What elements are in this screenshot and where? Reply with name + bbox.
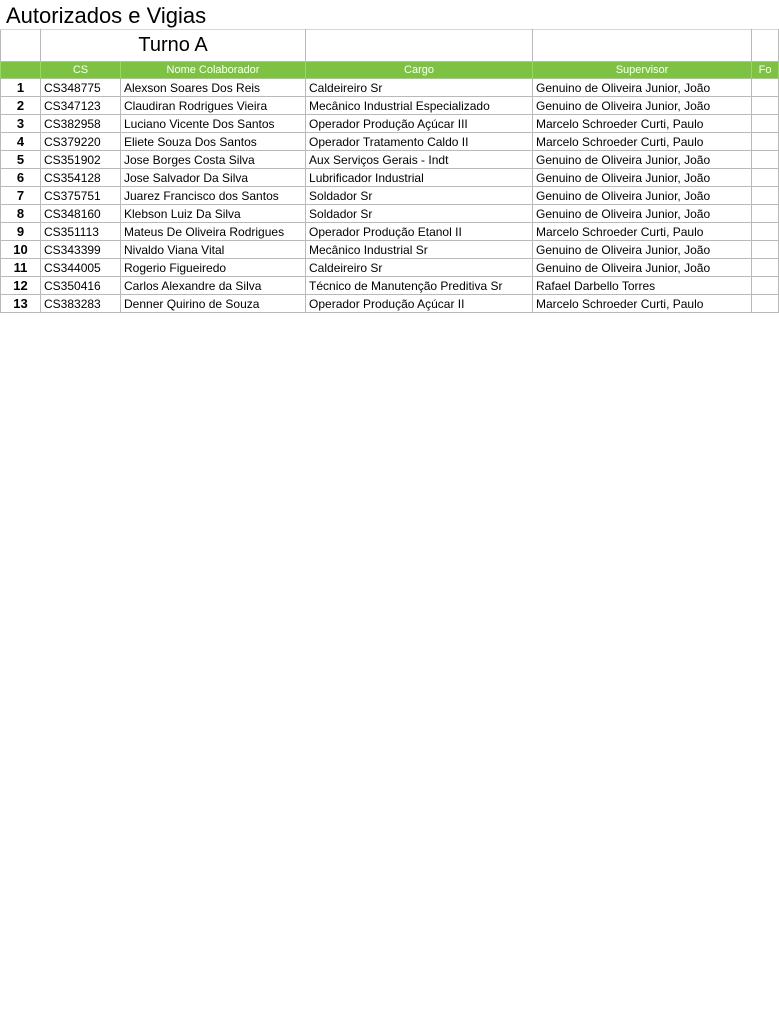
cs-cell[interactable]: CS350416	[41, 277, 121, 295]
row-index[interactable]: 2	[1, 97, 41, 115]
cargo-cell[interactable]: Operador Produção Açúcar III	[306, 115, 533, 133]
cs-cell[interactable]: CS382958	[41, 115, 121, 133]
name-cell[interactable]: Mateus De Oliveira Rodrigues	[121, 223, 306, 241]
cs-cell[interactable]: CS379220	[41, 133, 121, 151]
empty-cell[interactable]	[752, 97, 779, 115]
empty-cell[interactable]	[752, 223, 779, 241]
table-row	[1, 151, 779, 169]
name-cell[interactable]: Klebson Luiz Da Silva	[121, 205, 306, 223]
table-row	[1, 241, 779, 259]
row-index[interactable]: 13	[1, 295, 41, 313]
table-row	[1, 205, 779, 223]
name-cell[interactable]: Nivaldo Viana Vital	[121, 241, 306, 259]
cs-cell[interactable]: CS375751	[41, 187, 121, 205]
header-cell-cargo[interactable]: Cargo	[306, 62, 533, 79]
name-cell[interactable]: Luciano Vicente Dos Santos	[121, 115, 306, 133]
row-index[interactable]: 5	[1, 151, 41, 169]
empty-cell[interactable]	[752, 151, 779, 169]
supervisor-cell[interactable]: Genuino de Oliveira Junior, João	[533, 187, 752, 205]
empty-cell[interactable]	[752, 187, 779, 205]
cargo-cell[interactable]: Mecânico Industrial Sr	[306, 241, 533, 259]
sheet-title: Autorizados e Vigias	[6, 3, 207, 28]
empty-cell[interactable]	[752, 259, 779, 277]
row-index[interactable]: 10	[1, 241, 41, 259]
cs-cell[interactable]: CS383283	[41, 295, 121, 313]
table-row	[1, 187, 779, 205]
cargo-cell[interactable]: Operador Tratamento Caldo II	[306, 133, 533, 151]
table-row	[1, 277, 779, 295]
name-cell[interactable]: Claudiran Rodrigues Vieira	[121, 97, 306, 115]
name-cell[interactable]: Jose Borges Costa Silva	[121, 151, 306, 169]
table-row	[1, 133, 779, 151]
table-row	[1, 169, 779, 187]
supervisor-cell[interactable]: Marcelo Schroeder Curti, Paulo	[533, 115, 752, 133]
cargo-cell[interactable]: Lubrificador Industrial	[306, 169, 533, 187]
supervisor-cell[interactable]: Genuino de Oliveira Junior, João	[533, 151, 752, 169]
name-cell[interactable]: Jose Salvador Da Silva	[121, 169, 306, 187]
cs-cell[interactable]: CS343399	[41, 241, 121, 259]
row-index[interactable]: 8	[1, 205, 41, 223]
name-cell[interactable]: Juarez Francisco dos Santos	[121, 187, 306, 205]
name-cell[interactable]: Alexson Soares Dos Reis	[121, 79, 306, 97]
empty-cell[interactable]	[752, 30, 779, 62]
supervisor-cell[interactable]: Genuino de Oliveira Junior, João	[533, 97, 752, 115]
name-cell[interactable]: Eliete Souza Dos Santos	[121, 133, 306, 151]
row-index[interactable]: 4	[1, 133, 41, 151]
empty-cell[interactable]	[752, 241, 779, 259]
table-row	[1, 97, 779, 115]
cs-cell[interactable]: CS348775	[41, 79, 121, 97]
supervisor-cell[interactable]: Rafael Darbello Torres	[533, 277, 752, 295]
supervisor-cell[interactable]: Genuino de Oliveira Junior, João	[533, 241, 752, 259]
cargo-cell[interactable]: Soldador Sr	[306, 205, 533, 223]
row-index[interactable]: 11	[1, 259, 41, 277]
cargo-cell[interactable]: Mecânico Industrial Especializado	[306, 97, 533, 115]
empty-cell[interactable]	[752, 169, 779, 187]
cargo-cell[interactable]: Caldeireiro Sr	[306, 79, 533, 97]
empty-cell[interactable]	[752, 205, 779, 223]
empty-cell[interactable]	[752, 79, 779, 97]
supervisor-cell[interactable]: Genuino de Oliveira Junior, João	[533, 79, 752, 97]
empty-cell[interactable]	[752, 133, 779, 151]
cs-cell[interactable]: CS348160	[41, 205, 121, 223]
cs-cell[interactable]: CS351902	[41, 151, 121, 169]
supervisor-cell[interactable]: Genuino de Oliveira Junior, João	[533, 259, 752, 277]
supervisor-cell[interactable]: Marcelo Schroeder Curti, Paulo	[533, 295, 752, 313]
table-row	[1, 79, 779, 97]
empty-cell[interactable]	[752, 277, 779, 295]
header-cell-cs[interactable]: CS	[41, 62, 121, 79]
name-cell[interactable]: Denner Quirino de Souza	[121, 295, 306, 313]
supervisor-cell[interactable]: Genuino de Oliveira Junior, João	[533, 169, 752, 187]
empty-cell[interactable]	[752, 295, 779, 313]
header-cell-supervisor[interactable]: Supervisor	[533, 62, 752, 79]
row-index[interactable]: 3	[1, 115, 41, 133]
empty-cell[interactable]	[533, 30, 752, 62]
cargo-cell[interactable]: Caldeireiro Sr	[306, 259, 533, 277]
cs-cell[interactable]: CS347123	[41, 97, 121, 115]
header-cell-index[interactable]	[1, 62, 41, 79]
table-row	[1, 115, 779, 133]
table-row	[1, 295, 779, 313]
row-index[interactable]: 12	[1, 277, 41, 295]
header-cell-name[interactable]: Nome Colaborador	[121, 62, 306, 79]
cs-cell[interactable]: CS351113	[41, 223, 121, 241]
cargo-cell[interactable]: Operador Produção Açúcar II	[306, 295, 533, 313]
supervisor-cell[interactable]: Genuino de Oliveira Junior, João	[533, 205, 752, 223]
shift-label[interactable]: Turno A	[41, 30, 306, 62]
empty-cell[interactable]	[1, 30, 41, 62]
cargo-cell[interactable]: Aux Serviços Gerais - Indt	[306, 151, 533, 169]
name-cell[interactable]: Carlos Alexandre da Silva	[121, 277, 306, 295]
row-index[interactable]: 1	[1, 79, 41, 97]
shift-row	[1, 30, 779, 62]
supervisor-cell[interactable]: Marcelo Schroeder Curti, Paulo	[533, 133, 752, 151]
header-row	[1, 62, 779, 79]
cs-cell[interactable]: CS344005	[41, 259, 121, 277]
row-index[interactable]: 7	[1, 187, 41, 205]
cargo-cell[interactable]: Soldador Sr	[306, 187, 533, 205]
name-cell[interactable]: Rogerio Figueiredo	[121, 259, 306, 277]
collaborators-table	[0, 29, 779, 313]
row-index[interactable]: 9	[1, 223, 41, 241]
header-cell-extra[interactable]: Fo	[752, 62, 779, 79]
supervisor-cell[interactable]: Marcelo Schroeder Curti, Paulo	[533, 223, 752, 241]
row-index[interactable]: 6	[1, 169, 41, 187]
cargo-cell[interactable]: Técnico de Manutenção Preditiva Sr	[306, 277, 533, 295]
table-row	[1, 259, 779, 277]
cs-cell[interactable]: CS354128	[41, 169, 121, 187]
empty-cell[interactable]	[752, 115, 779, 133]
empty-cell[interactable]	[306, 30, 533, 62]
table-row	[1, 223, 779, 241]
cargo-cell[interactable]: Operador Produção Etanol II	[306, 223, 533, 241]
